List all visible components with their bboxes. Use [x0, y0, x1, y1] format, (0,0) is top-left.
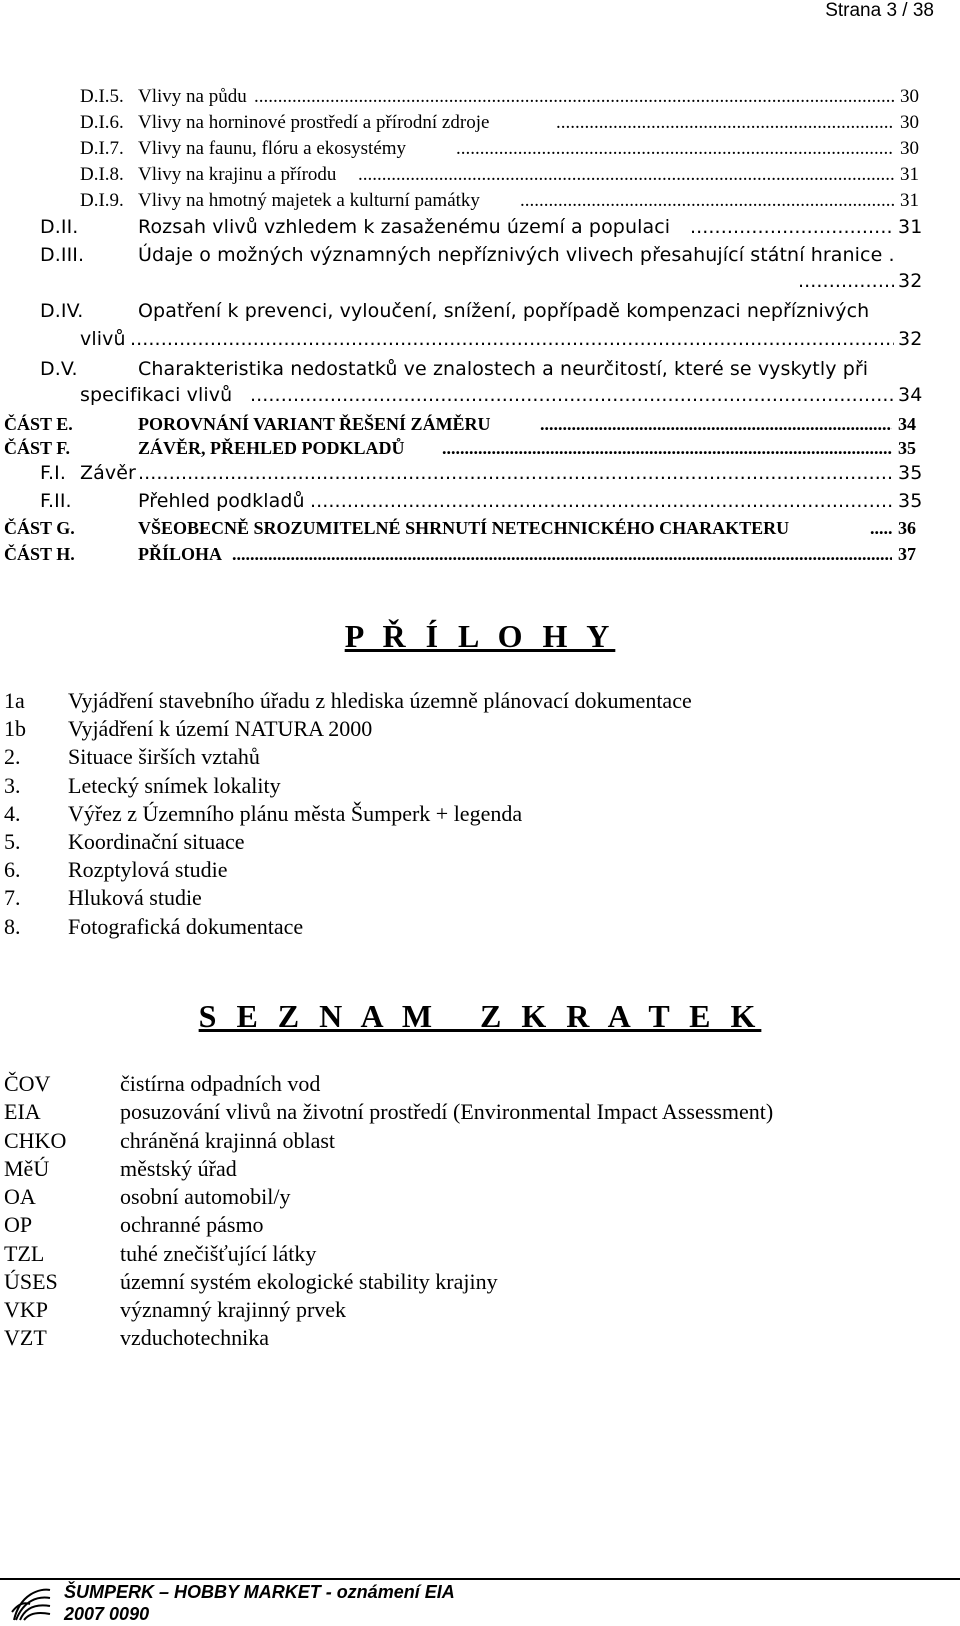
toc-number: D.IV.: [40, 300, 84, 322]
abbreviation: ÚSES: [4, 1269, 58, 1294]
abbreviation: VZT: [4, 1325, 47, 1350]
toc-page: 31: [900, 190, 919, 211]
toc-number: ČÁST E.: [4, 414, 73, 434]
toc-leader: [556, 112, 894, 140]
toc-number: ČÁST H.: [4, 544, 75, 564]
toc-entry[interactable]: [0, 544, 960, 572]
list-item-text: Vyjádření stavebního úřadu z hlediska územně plánovací dokumentace: [68, 688, 692, 713]
abbreviation: ČOV: [4, 1071, 51, 1096]
list-item-text: Koordinační situace: [68, 829, 245, 854]
list-item-number: 5.: [4, 829, 21, 854]
list-item-text: Výřez z Územního plánu města Šumperk + legenda: [68, 801, 523, 826]
toc-entry[interactable]: [0, 164, 960, 192]
company-logo-icon: [10, 1584, 54, 1624]
abbreviation-meaning: významný krajinný prvek: [120, 1297, 347, 1322]
toc-leader: [232, 544, 892, 572]
toc-title: PŘÍLOHA: [138, 544, 223, 564]
abbreviation-meaning: vzduchotechnika: [120, 1325, 270, 1350]
toc-entry[interactable]: [0, 112, 960, 140]
toc-title: Rozsah vlivů vzhledem k zasaženému území a populaci: [138, 216, 671, 238]
toc-title: Vlivy na krajinu a přírodu: [138, 164, 337, 185]
list-item-text: Rozptylová studie: [68, 857, 228, 882]
list-item-number: 4.: [4, 801, 21, 826]
toc-entry[interactable]: [0, 462, 960, 490]
zkratky-heading: S E Z N A M Z K R A T E K: [198, 998, 762, 1034]
toc-entry[interactable]: [0, 86, 960, 114]
toc-page: 35: [898, 462, 923, 484]
abbreviation-meaning: ochranné pásmo: [120, 1212, 264, 1237]
abbreviation-meaning: osobní automobil/y: [120, 1184, 291, 1209]
footer-project-title: ŠUMPERK – HOBBY MARKET - oznámení EIA: [64, 1582, 455, 1602]
page-footer: [0, 1578, 960, 1626]
toc-title: Údaje o možných významných nepříznivých vlivech přesahující státní hranice .: [138, 244, 895, 266]
toc-entry[interactable]: [0, 244, 960, 272]
toc-title-continuation: vlivů: [80, 328, 126, 350]
list-item-number: 1a: [4, 688, 25, 713]
toc-number: D.I.5.: [80, 86, 124, 107]
list-item-text: Hluková studie: [68, 885, 202, 910]
toc-entry-continuation: [0, 328, 960, 356]
list-item-text: Letecký snímek lokality: [68, 773, 281, 798]
toc-number: F.I.: [40, 462, 66, 484]
toc-leader: [456, 138, 894, 166]
toc-entry[interactable]: [0, 358, 960, 386]
list-item-number: 1b: [4, 716, 26, 741]
toc-title-continuation: specifikaci vlivů: [80, 384, 233, 406]
abbreviation-meaning: chráněná krajinná oblast: [120, 1128, 336, 1153]
toc-number: ČÁST F.: [4, 438, 71, 458]
toc-page: 32: [898, 270, 923, 292]
abbreviation-meaning: čistírna odpadních vod: [120, 1071, 321, 1096]
toc-leader: [310, 490, 894, 518]
toc-number: D.V.: [40, 358, 78, 380]
abbreviation: EIA: [4, 1099, 41, 1124]
toc-number: D.I.7.: [80, 138, 124, 159]
toc-entry-continuation: [0, 384, 960, 412]
list-item-number: 3.: [4, 773, 21, 798]
toc-page: 31: [900, 164, 919, 185]
abbreviation: TZL: [4, 1241, 45, 1266]
list-item-text: Situace širších vztahů: [68, 744, 260, 769]
toc-number: D.II.: [40, 216, 79, 238]
toc-page: 30: [900, 138, 919, 159]
toc-entry[interactable]: [0, 490, 960, 518]
toc-page: 34: [898, 384, 923, 406]
toc-title: ZÁVĚR, PŘEHLED PODKLADŮ: [138, 438, 405, 458]
toc-page: 34: [898, 414, 916, 434]
toc-entry[interactable]: [0, 190, 960, 218]
list-item-number: 8.: [4, 914, 21, 939]
list-item-text: Fotografická dokumentace: [68, 914, 304, 939]
toc-page: 36: [898, 518, 916, 538]
footer-divider: [0, 1578, 960, 1580]
toc-title: Přehled podkladů: [138, 490, 305, 512]
toc-page: 37: [898, 544, 916, 564]
toc-title: Vlivy na faunu, flóru a ekosystémy: [138, 138, 407, 159]
toc-page: 32: [898, 328, 923, 350]
toc-leader: [250, 384, 894, 412]
list-item-number: 6.: [4, 857, 21, 882]
abbreviation-meaning: posuzování vlivů na životní prostředí (Environmental Impact Assessment): [120, 1099, 774, 1124]
toc-title: Závěr: [80, 462, 136, 484]
prilohy-heading: P Ř Í L O H Y: [344, 618, 616, 654]
abbreviation: MěÚ: [4, 1156, 50, 1181]
toc-page: 30: [900, 112, 919, 133]
toc-number: ČÁST G.: [4, 518, 75, 538]
page-number-label: Strana 3 / 38: [825, 0, 934, 21]
toc-page: 31: [898, 216, 923, 238]
abbreviation-meaning: městský úřad: [120, 1156, 237, 1181]
toc-leader: [870, 518, 892, 546]
toc-leader: [520, 190, 894, 218]
toc-page: 35: [898, 490, 923, 512]
toc-title: VŠEOBECNĚ SROZUMITELNÉ SHRNUTÍ NETECHNICKÉHO CHARAKTERU: [138, 518, 790, 538]
toc-number: F.II.: [40, 490, 72, 512]
abbreviation-meaning: tuhé znečišťující látky: [120, 1241, 317, 1266]
abbreviation: OA: [4, 1184, 36, 1209]
toc-leader: [130, 328, 894, 356]
toc-entry[interactable]: [0, 518, 960, 546]
footer-project-number: 2007 0090: [64, 1604, 150, 1624]
toc-title: Vlivy na horninové prostředí a přírodní zdroje: [138, 112, 490, 133]
toc-number: D.I.9.: [80, 190, 124, 211]
abbreviation: OP: [4, 1212, 33, 1237]
toc-entry[interactable]: [0, 138, 960, 166]
toc-number: D.III.: [40, 244, 85, 266]
toc-entry[interactable]: [0, 300, 960, 328]
list-item-number: 2.: [4, 744, 21, 769]
list-item-text: Vyjádření k území NATURA 2000: [68, 716, 373, 741]
toc-entry-continuation: [0, 270, 960, 298]
toc-leader: [254, 86, 894, 114]
toc-title: Vlivy na půdu: [138, 86, 247, 107]
toc-leader: [138, 462, 894, 490]
toc-page: 35: [898, 438, 916, 458]
toc-title: Charakteristika nedostatků ve znalostech a neurčitostí, které se vyskytly při: [138, 358, 869, 380]
toc-title: POROVNÁNÍ VARIANT ŘEŠENÍ ZÁMĚRU: [138, 414, 491, 434]
list-item-number: 7.: [4, 885, 21, 910]
toc-title: Vlivy na hmotný majetek a kulturní památky: [138, 190, 480, 211]
toc-leader: [358, 164, 894, 192]
abbreviation: CHKO: [4, 1128, 67, 1153]
toc-number: D.I.6.: [80, 112, 124, 133]
abbreviation-meaning: územní systém ekologické stability krajiny: [120, 1269, 498, 1294]
abbreviation: VKP: [4, 1297, 49, 1322]
toc-leader: [798, 270, 894, 298]
toc-number: D.I.8.: [80, 164, 124, 185]
toc-page: 30: [900, 86, 919, 107]
toc-entry[interactable]: [0, 216, 960, 244]
toc-leader: [690, 216, 894, 244]
toc-title: Opatření k prevenci, vyloučení, snížení, popřípadě kompenzaci nepříznivých: [138, 300, 870, 322]
